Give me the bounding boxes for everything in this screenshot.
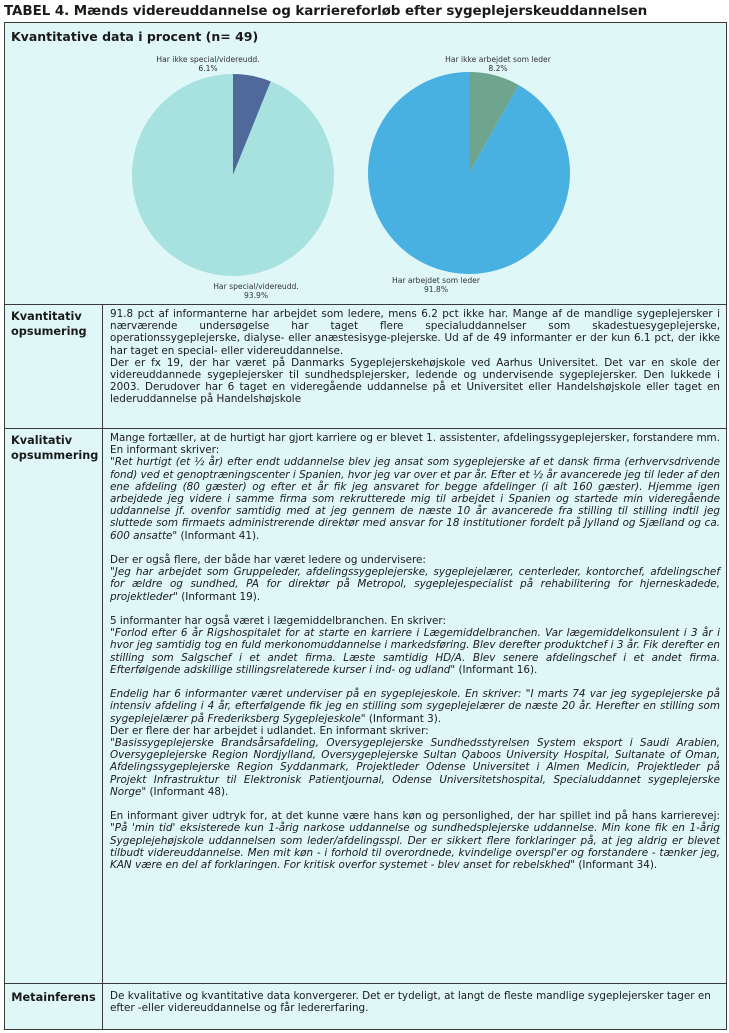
qual-quote-block-2 — [110, 566, 720, 603]
charts-heading: Kvantitative data i procent (n= 49) — [11, 29, 259, 44]
pie2-small-slice-value: 8.2% — [488, 64, 508, 73]
quant-summary-label: Kvantitativ opsumering — [5, 305, 103, 428]
qual-quote-2: "Jeg har arbejdet som Gruppeleder, afdelingssygeplejerske, sygeplejelærer, centerleder, kontorchef, afdelingschef for ældre og sundhed, PA for direktør på Metropol, sygeplejespecialist på rehabilitering for hjerneskadede, projektleder" — [110, 566, 720, 603]
qual-intro-5: Der er flere der har arbejdet i udlandet. En informant skriver: — [110, 724, 429, 737]
qual-quote-block-1 — [110, 456, 720, 541]
quant-summary-row — [5, 305, 726, 429]
pie1-slice-0 — [132, 74, 334, 276]
pie2-large-slice-name: Har arbejdet som leder — [392, 276, 480, 285]
qual-intro-2: Der er også flere, der både har været ledere og undervisere: — [110, 554, 426, 567]
qual-intro-6: En informant giver udtryk for, at det kunne være hans køn og personlighed, der har spillet ind på hans karrierevej: — [110, 810, 720, 823]
qual-cite-5: (Informant 48). — [146, 785, 229, 798]
pie1-large-slice-name: Har special/videreudd. — [213, 282, 299, 291]
qual-intro-1: Mange fortæller, at de hurtigt har gjort karriere og er blevet 1. assistenter, afdelingssygeplejersker, forstandere mm. En informant skriver: — [110, 432, 720, 457]
qual-cite-4: (Informant 3). — [365, 712, 442, 725]
pie1-large-slice-value: 93.9% — [243, 291, 269, 300]
metainference-label: Metainferens — [5, 984, 103, 1030]
pie2-large-slice-label — [361, 276, 511, 294]
qual-cite-2: (Informant 19). — [177, 590, 261, 603]
pie2-small-slice-name: Har ikke arbejdet som leder — [445, 55, 551, 64]
pie1-small-slice-label — [133, 55, 283, 73]
charts-row — [5, 23, 726, 305]
qual-quote-5: "Basissygeplejerske Brandsårsafdeling, Oversygeplejerske Sundhedsstyrelsen System eksport i Saudi Arabien, Oversygeplejerske Region Nordjylland, Oversygeplejerske Sultan Qaboos University Hospital, Sultanate of Oman, Afdelingssygeplejerske Region Syddanmark, Projektleder Odense Universitet i Almen Medicin, Projektleder på Projekt Infrastruktur til Elektronisk Patientjournal, Odense Universitetshospital, Specialuddannet sygeplejerske Norge" — [110, 737, 720, 798]
qual-quote-block-4 — [110, 688, 720, 725]
qual-cite-6: (Informant 34). — [575, 859, 658, 872]
qual-quote-3: "Forlod efter 6 år Rigshospitalet for at starte en karriere i Lægemiddelbranchen. Var lægemiddelkonsulent i 3 år i hvor jeg samtidig tog en fuld merkonomuddannelse i markedsføring. Blev derefter produktchef i 3 år. Fik derefter en stilling som Salgschef i et andet firma. Læste samtidig HD/A. Blev senere afdelingschef i et andet firma. Efterfølgende adskillige stillingsrelaterede kurser i ind- og udland" — [110, 627, 720, 676]
table-frame — [4, 22, 727, 1030]
pie2-slice-0 — [368, 72, 570, 274]
metainference-content: De kvalitative og kvantitative data konvergerer. Det er tydeligt, at langt de fleste mandlige sygeplejersker tager en efter -eller videreuddannelse og får ledererfaring. — [110, 990, 711, 1015]
pie-education-slices — [132, 74, 334, 276]
quant-summary-content — [104, 305, 726, 428]
qual-cite-1: (Informant 41). — [177, 529, 260, 542]
qual-quote-6: "På 'min tid' eksisterede kun 1-årig narkose uddannelse og sundhedsplejerske uddannelse. Min kone fik en 1-årig Sygeplejehøjskole uddannelsen som leder/afdelingsspl. Der er sikkert flere forklaringer på, at jeg aldrig er blevet tilbudt videreuddannelse. Men mit køn - i forhold til overordnede, kvindelige overspl'er og forstandere - tænker jeg, KAN være en del af forklaringen. For kritisk overfor systemet - blev anset for rebelskhed" — [110, 822, 720, 872]
metainference-row — [5, 984, 726, 1030]
qual-cite-3: (Informant 16). — [455, 663, 538, 676]
quant-paragraph-1: 91.8 pct af informanterne har arbejdet som ledere, mens 6.2 pct ikke har. Mange af de mandlige sygeplejersker i nærværende undersøgelse har taget flere specialuddannelser som skadestuesygeplejerske, operationssygeplejerske, dialyse- eller anæstesisyge-plejerske. Ud af de 49 informanter er der kun 6.1 pct, der ikke har taget en special- eller videreuddannelse. — [110, 308, 720, 357]
quant-paragraph-2: Der er fx 19, der har været på Danmarks Sygeplejerskehøjskole ved Aarhus Universitet. Det var en skole der videreuddannede sygeplejersker til sundhedsplejersker, ledende og undervisende sygeplejersker. Den lukkede i 2003. Derudover har 6 taget en videregående uddannelse på et Universitet eller Handelshøjskole eller taget en lederuddannelse på Handelshøjskole — [110, 356, 720, 406]
pie-leader-slices — [368, 72, 570, 274]
pie2-large-slice-value: 91.8% — [423, 285, 449, 294]
qual-summary-row — [5, 429, 726, 984]
pie1-small-slice-value: 6.1% — [198, 64, 218, 73]
pie-chart-education — [5, 23, 725, 305]
qual-quote-block-5 — [110, 737, 720, 798]
qual-summary-content — [104, 429, 726, 983]
qual-quote-4: Endelig har 6 informanter været underviser på en sygeplejeskole. En skriver: "I marts 74 var jeg sygeplejerske på intensiv afdeling i 4 år, efterfølgende fik jeg en stilling som sygeplejelærer de næste 20 år. Herefter en stilling som sygeplejelærer på Frederiksberg Sygeplejeskole" — [110, 688, 720, 725]
table-title: TABEL 4. Mænds videreuddannelse og karriereforløb efter sygeplejerskeuddannelsen — [4, 3, 648, 19]
qual-intro-3: 5 informanter har også været i lægemiddelbranchen. En skriver: — [110, 615, 446, 628]
qual-quote-block-3 — [110, 627, 720, 676]
qual-summary-label: Kvalitativ opsummering — [5, 429, 103, 983]
pie1-large-slice-label — [181, 282, 331, 300]
pie1-small-slice-name: Har ikke special/videreudd. — [156, 55, 260, 64]
qual-quote-1: "Ret hurtigt (et ½ år) efter endt uddannelse blev jeg ansat som sygeplejerske af et dansk firma (erhvervsdrivende fond) ved et genoptræningscenter i Spanien, hvor jeg var over et par år. Efter et ½ år avancerede jeg til leder af den ene afdeling (80 gæster) og efter et år fik jeg ansvaret for begge afdelinger (i alt 160 gæster). Hjemme igen arbejdede jeg videre i samme firma som rekrutterede mig til arbejdet i Spanien og startede min videregående uddannelse jf. ovenfor samtidig med at jeg gennem de næste 10 år avancerede fra stilling til stilling indtil jeg sluttede som firmaets administrerende direktør med ansvar for 18 institutioner fordelt på Jylland og Sjælland og ca. 600 ansatte" — [110, 456, 720, 542]
qual-quote-block-6 — [110, 810, 720, 871]
pie2-small-slice-label — [418, 55, 578, 73]
